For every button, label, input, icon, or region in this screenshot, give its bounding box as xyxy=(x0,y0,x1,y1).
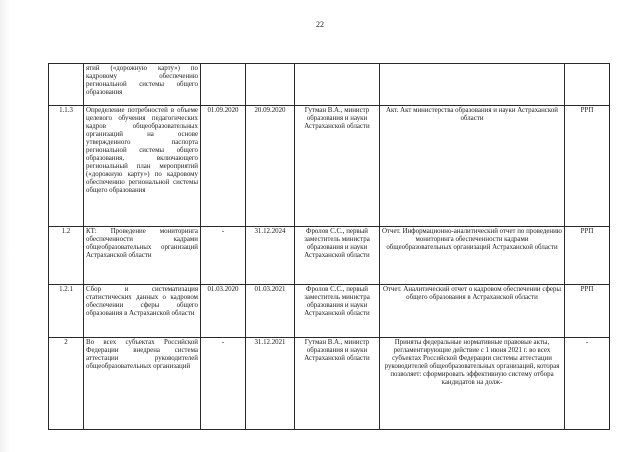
start-date: - xyxy=(201,338,246,430)
start-date: 01.03.2020 xyxy=(201,285,246,338)
result-document xyxy=(380,64,565,106)
task-description: Сбор и систематизация статистических данных о кадровом обеспечении сферы общего образования в Астраханской области xyxy=(84,285,201,338)
task-description: КТ: Проведение мониторинга обеспеченности кадрами общеобразовательных организаций Астраханской области xyxy=(84,227,201,285)
start-date xyxy=(201,64,246,106)
result-document: Отчет. Информационно-аналитический отчет по проведению мониторинга обеспеченности кадрами общеобразовательных организаций Астраханской области xyxy=(380,227,565,285)
plan-table xyxy=(48,63,610,430)
end-date: 31.12.2021 xyxy=(246,338,295,430)
start-date: 01.09.2020 xyxy=(201,106,246,227)
start-date: - xyxy=(201,227,246,285)
result-document: Акт. Акт министерства образования и науки Астраханской области xyxy=(380,106,565,227)
responsible-person: Гутман В.А., министр образования и науки Астраханской области xyxy=(295,106,380,227)
control-level: - xyxy=(565,338,610,430)
table-row xyxy=(49,227,610,285)
task-description: Определение потребностей в объеме целевого обучения педагогических кадров общеобразовательных организаций на основе утвержденного паспорта региональной системы общего образования, включающего региональный план мероприятий («дорожную карту») по кадровому обеспечению региональной системы общего образования xyxy=(84,106,201,227)
end-date xyxy=(246,64,295,106)
row-number: 1.2.1 xyxy=(49,285,84,338)
row-number: 2 xyxy=(49,338,84,430)
result-document: Отчет. Аналитический отчет о кадровом обеспечении сферы общего образования в Астраханской области xyxy=(380,285,565,338)
table-row xyxy=(49,285,610,338)
row-number: 1.2 xyxy=(49,227,84,285)
end-date: 01.03.2021 xyxy=(246,285,295,338)
scan-edge-shadow xyxy=(0,0,10,452)
control-level: РРП xyxy=(565,227,610,285)
task-description: ятий («дорожную карту») по кадровому обеспечению региональной системы общего образования xyxy=(84,64,201,106)
responsible-person: Фролов С.С., первый заместитель министра образования и науки Астраханской области xyxy=(295,227,380,285)
end-date: 20.09.2020 xyxy=(246,106,295,227)
control-level: РРП xyxy=(565,285,610,338)
table-row xyxy=(49,106,610,227)
end-date: 31.12.2024 xyxy=(246,227,295,285)
row-number xyxy=(49,64,84,106)
task-description: Во всех субъектах Российской Федерации внедрена система аттестации руководителей общеобразовательных организаций xyxy=(84,338,201,430)
result-document: Приняты федеральные нормативные правовые акты, регламентирующие действие с 1 июня 2021 г. во всех субъектах Российской Федерации системы аттестации руководителей общеобразовательных организаций, которая позволяет: сформировать эффективную систему отбора кандидатов на долж- xyxy=(380,338,565,430)
responsible-person xyxy=(295,64,380,106)
responsible-person: Гутман В.А., министр образования и науки Астраханской области xyxy=(295,338,380,430)
table-row xyxy=(49,338,610,430)
control-level xyxy=(565,64,610,106)
row-number: 1.1.3 xyxy=(49,106,84,227)
table-row xyxy=(49,64,610,106)
responsible-person: Фролов С.С., первый заместитель министра образования и науки Астраханской области xyxy=(295,285,380,338)
control-level: РРП xyxy=(565,106,610,227)
page-number: 22 xyxy=(316,20,324,29)
